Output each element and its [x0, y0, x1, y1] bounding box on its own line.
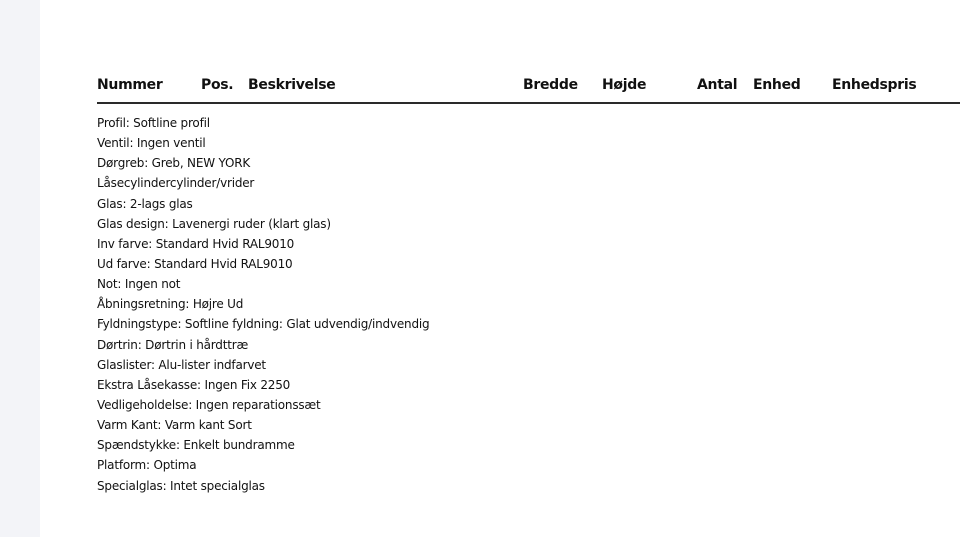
description-line: Inv farve: Standard Hvid RAL9010 — [97, 236, 295, 251]
description-list — [97, 115, 429, 498]
description-line: Dørtrin: Dørtrin i hårdttræ — [97, 337, 249, 352]
description-line: Åbningsretning: Højre Ud — [97, 297, 244, 312]
header-enhed: Enhed — [753, 77, 801, 93]
description-line: Glas design: Lavenergi ruder (klart glas) — [97, 216, 331, 231]
description-line: Glaslister: Alu-lister indfarvet — [97, 357, 266, 372]
description-line: Profil: Softline profil — [97, 116, 210, 130]
header-bredde: Bredde — [523, 77, 578, 93]
description-line: Glas: 2-lags glas — [97, 196, 193, 211]
description-line: Fyldningstype: Softline fyldning: Glat udvendig/indvendig — [97, 317, 430, 332]
header-pos: Pos. — [201, 77, 234, 93]
header-antal: Antal — [697, 77, 738, 93]
header-hojde: Højde — [602, 77, 647, 93]
header-divider — [97, 102, 960, 104]
description-line: Not: Ingen not — [97, 277, 181, 292]
description-line: Vedligeholdelse: Ingen reparationssæt — [97, 397, 321, 412]
description-line: Spændstykke: Enkelt bundramme — [97, 438, 295, 453]
header-beskrivelse: Beskrivelse — [248, 77, 336, 93]
description-line: Ekstra Låsekasse: Ingen Fix 2250 — [97, 377, 291, 392]
description-line: Ventil: Ingen ventil — [97, 136, 206, 151]
description-line: Platform: Optima — [97, 458, 197, 473]
description-line: Låsecylindercylinder/vrider — [97, 176, 255, 191]
header-nummer: Nummer — [97, 77, 163, 93]
description-line: Ud farve: Standard Hvid RAL9010 — [97, 256, 293, 271]
description-line: Dørgreb: Greb, NEW YORK — [97, 156, 251, 171]
left-margin-strip — [0, 0, 40, 537]
header-enhedspris: Enhedspris — [832, 77, 917, 93]
description-line: Varm Kant: Varm kant Sort — [97, 418, 252, 433]
description-line: Specialglas: Intet specialglas — [97, 478, 265, 493]
